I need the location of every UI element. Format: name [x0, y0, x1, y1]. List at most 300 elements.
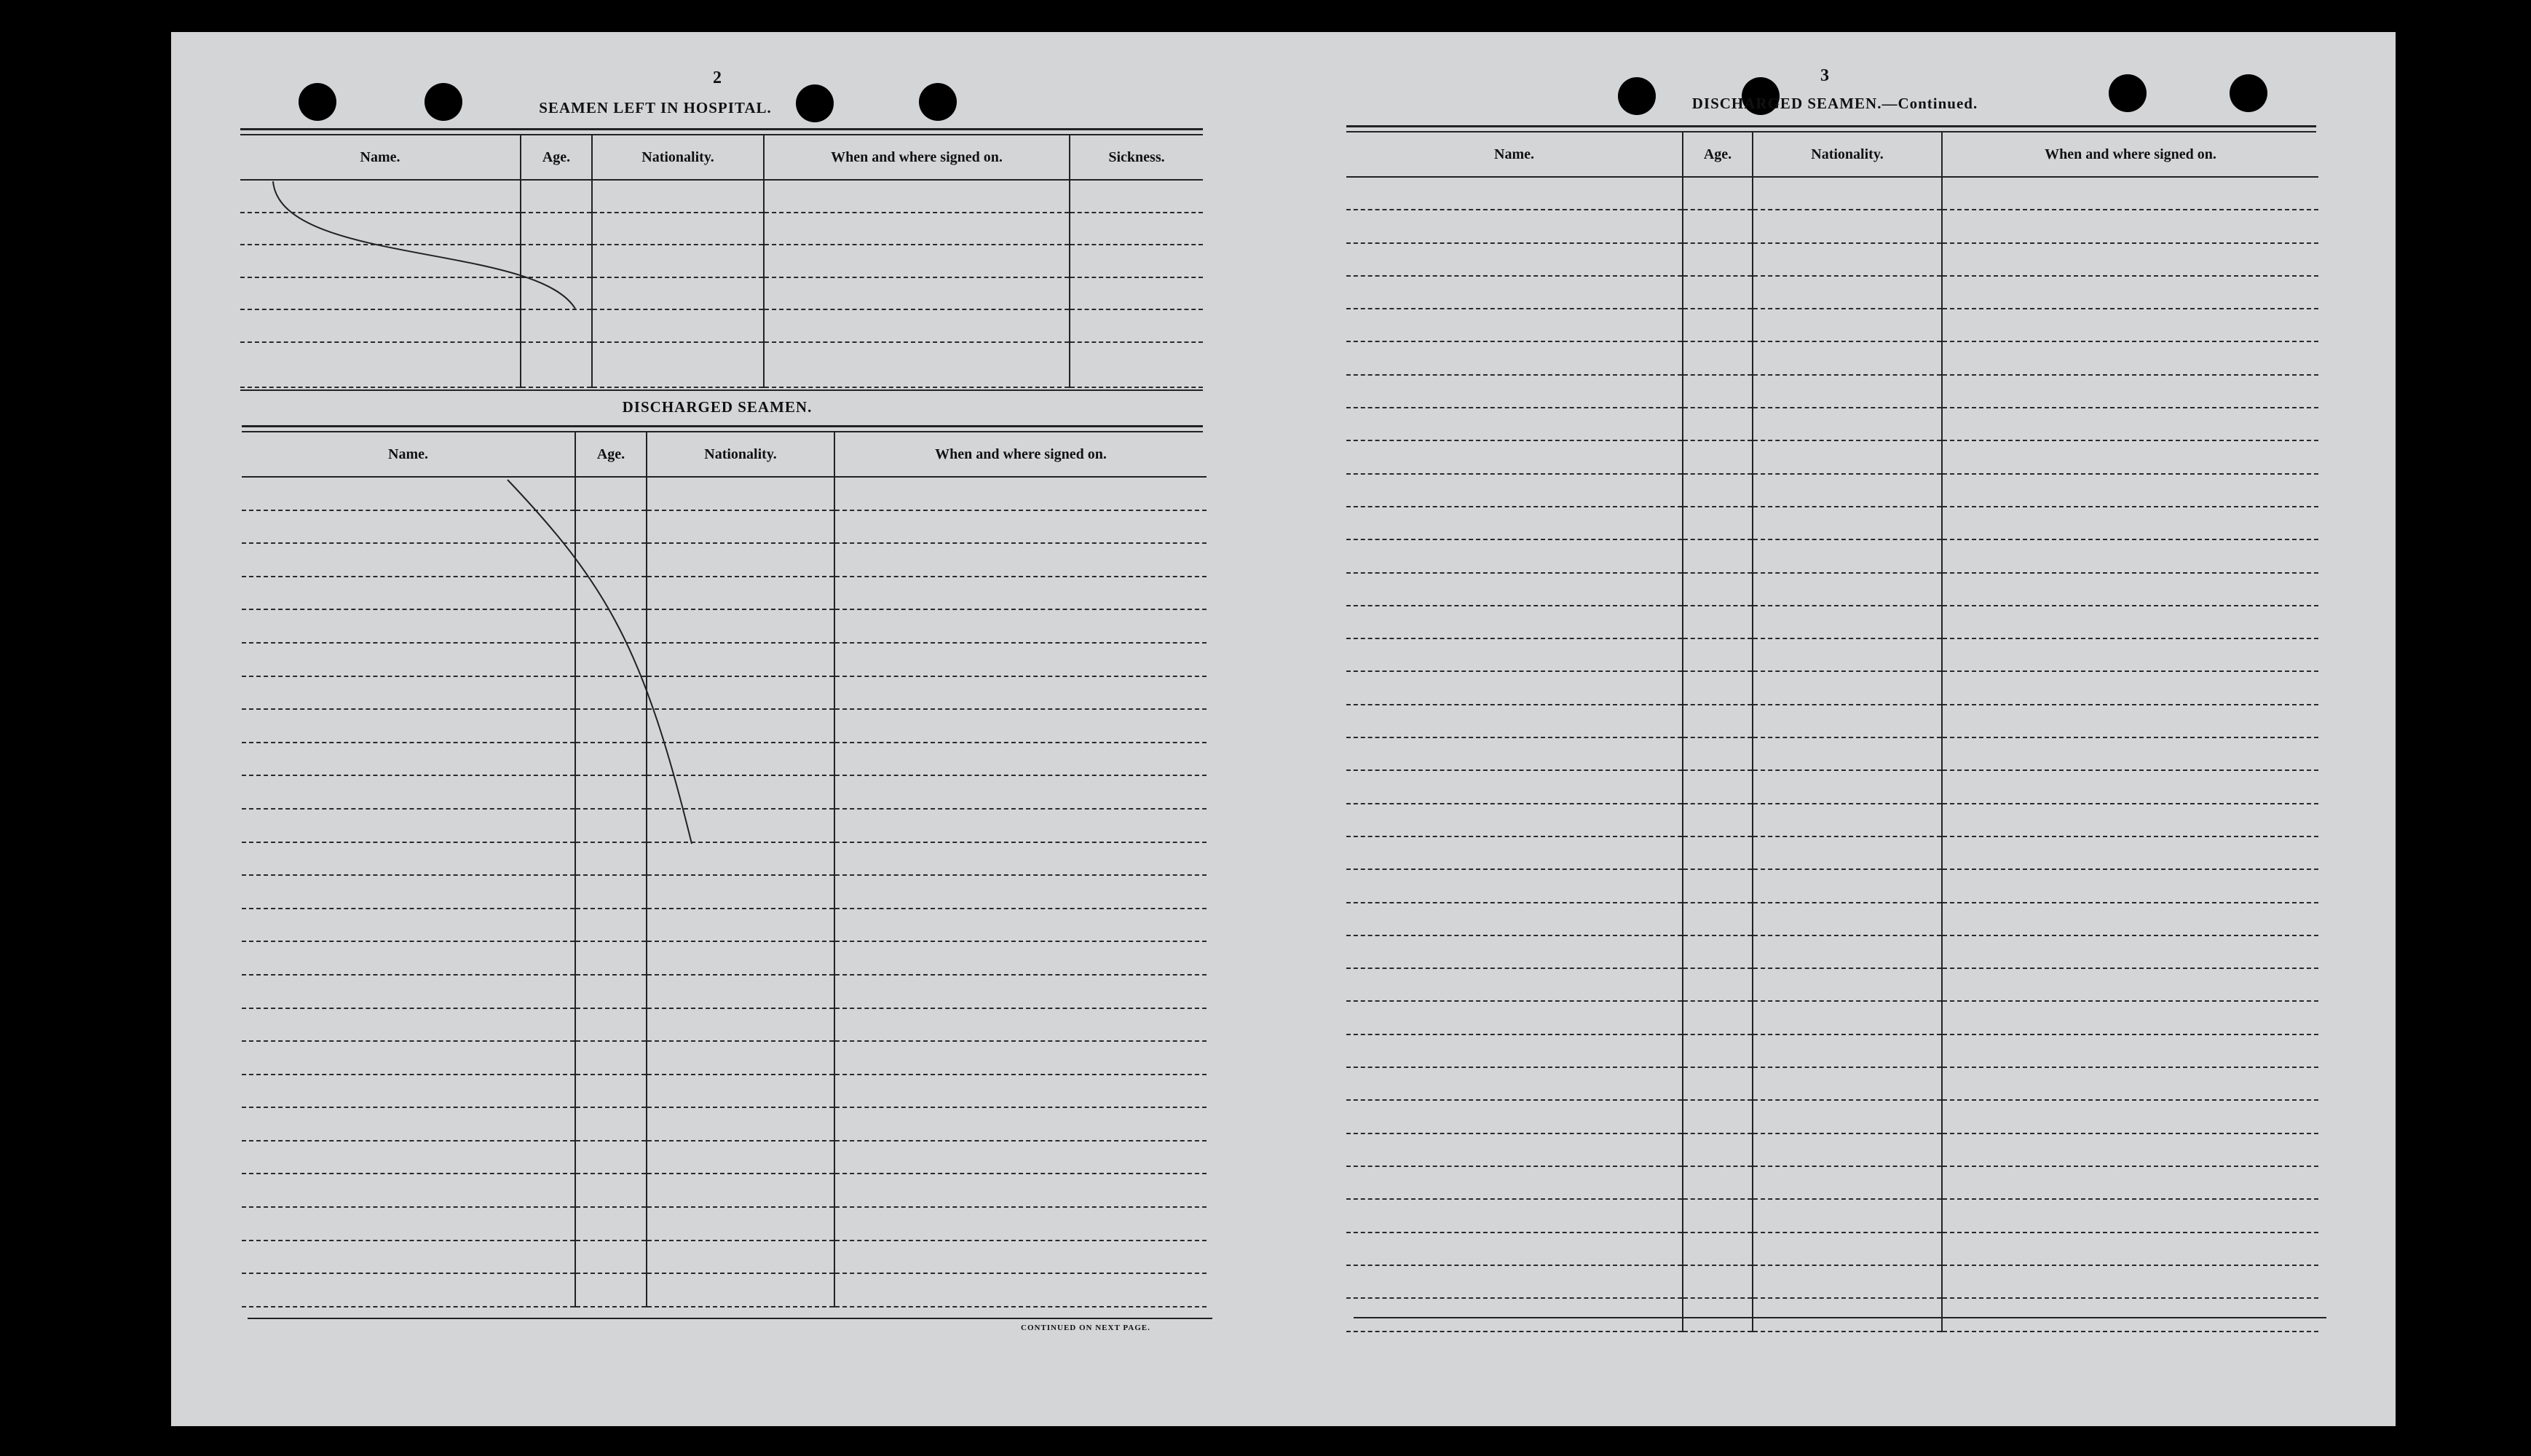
scanned-document: [171, 32, 2396, 1426]
blank-entry-cell: [592, 245, 764, 277]
blank-entry-cell: [1346, 177, 1683, 210]
blank-entry-cell: [1753, 737, 1942, 770]
blank-entry-cell: [1942, 507, 2318, 539]
blank-entry-cell: [575, 609, 647, 643]
blank-entry-cell: [1070, 245, 1203, 277]
blank-entry-cell: [1753, 507, 1942, 539]
column-header: Age.: [521, 135, 592, 180]
blank-entry-cell: [1683, 638, 1753, 671]
blank-entry-cell: [1942, 935, 2318, 968]
table-row: [1346, 671, 2318, 704]
blank-entry-cell: [647, 1008, 834, 1042]
blank-entry-cell: [1753, 638, 1942, 671]
blank-entry-cell: [1683, 243, 1753, 276]
blank-entry-cell: [647, 609, 834, 643]
blank-entry-cell: [1942, 276, 2318, 309]
blank-entry-cell: [1753, 276, 1942, 309]
blank-entry-cell: [1346, 210, 1683, 242]
blank-entry-cell: [834, 1174, 1207, 1207]
blank-entry-cell: [1070, 342, 1203, 387]
blank-entry-cell: [1753, 935, 1942, 968]
blank-entry-cell: [575, 875, 647, 909]
blank-entry-cell: [1070, 309, 1203, 342]
blank-entry-cell: [1942, 705, 2318, 737]
blank-entry-cell: [575, 1174, 647, 1207]
blank-entry-cell: [242, 543, 575, 577]
blank-entry-cell: [764, 245, 1070, 277]
blank-entry-cell: [834, 909, 1207, 942]
blank-entry-cell: [1753, 968, 1942, 1001]
blank-entry-cell: [575, 643, 647, 676]
blank-entry-cell: [1683, 737, 1753, 770]
blank-entry-cell: [1753, 309, 1942, 341]
blank-entry-cell: [1753, 1001, 1942, 1034]
table-row: [242, 1174, 1207, 1207]
blank-entry-cell: [575, 1241, 647, 1274]
blank-entry-cell: [1346, 1001, 1683, 1034]
blank-entry-cell: [1683, 375, 1753, 408]
blank-entry-cell: [1683, 869, 1753, 902]
blank-entry-cell: [575, 1207, 647, 1241]
blank-entry-cell: [1683, 1265, 1753, 1298]
blank-entry-cell: [575, 577, 647, 610]
blank-entry-cell: [647, 743, 834, 776]
blank-entry-cell: [647, 643, 834, 676]
table-row: [1346, 243, 2318, 276]
blank-entry-cell: [647, 1174, 834, 1207]
blank-entry-cell: [1753, 836, 1942, 869]
blank-entry-cell: [1346, 638, 1683, 671]
blank-entry-cell: [834, 543, 1207, 577]
table-row: [240, 180, 1203, 213]
blank-entry-cell: [1942, 903, 2318, 935]
blank-entry-cell: [1683, 1199, 1753, 1232]
blank-entry-cell: [1070, 213, 1203, 245]
table-row: [1346, 1265, 2318, 1298]
blank-entry-cell: [1753, 1199, 1942, 1232]
table-row: [1346, 539, 2318, 572]
blank-entry-cell: [1753, 341, 1942, 374]
blank-entry-cell: [1346, 573, 1683, 606]
blank-entry-cell: [1942, 177, 2318, 210]
column-header: Age.: [575, 432, 647, 477]
blank-entry-cell: [1683, 507, 1753, 539]
table-row: [1346, 1166, 2318, 1199]
blank-entry-cell: [647, 775, 834, 809]
blank-entry-cell: [647, 1041, 834, 1075]
blank-entry-cell: [834, 643, 1207, 676]
blank-entry-cell: [764, 277, 1070, 310]
blank-entry-cell: [242, 477, 575, 510]
blank-entry-cell: [834, 1041, 1207, 1075]
table-row: [1346, 341, 2318, 374]
blank-entry-cell: [1346, 539, 1683, 572]
table-row: [1346, 309, 2318, 341]
table-row: [242, 709, 1207, 743]
blank-entry-cell: [1942, 474, 2318, 507]
blank-entry-cell: [1683, 474, 1753, 507]
table-row: [1346, 1298, 2318, 1332]
blank-entry-cell: [1942, 440, 2318, 473]
blank-entry-cell: [521, 245, 592, 277]
blank-entry-cell: [592, 309, 764, 342]
table-row: [1346, 1001, 2318, 1034]
bottom-rule: [1354, 1317, 2326, 1318]
blank-entry-cell: [1070, 180, 1203, 213]
blank-entry-cell: [1753, 869, 1942, 902]
blank-entry-cell: [1683, 903, 1753, 935]
blank-entry-cell: [1346, 804, 1683, 836]
blank-entry-cell: [1346, 705, 1683, 737]
blank-entry-cell: [1753, 705, 1942, 737]
blank-entry-cell: [1346, 276, 1683, 309]
table-row: [242, 775, 1207, 809]
blank-entry-cell: [521, 213, 592, 245]
table-row: [242, 743, 1207, 776]
blank-entry-cell: [1753, 1166, 1942, 1199]
blank-entry-cell: [240, 342, 521, 387]
section-title-discharged: DISCHARGED SEAMEN.: [622, 398, 813, 416]
blank-entry-cell: [1683, 804, 1753, 836]
blank-entry-cell: [1942, 1067, 2318, 1100]
table-row: [240, 213, 1203, 245]
column-header: When and where signed on.: [764, 135, 1070, 180]
blank-entry-cell: [1942, 770, 2318, 803]
blank-entry-cell: [647, 1075, 834, 1108]
table-row: [240, 342, 1203, 387]
blank-entry-cell: [1683, 705, 1753, 737]
blank-entry-cell: [647, 842, 834, 876]
blank-entry-cell: [834, 709, 1207, 743]
blank-entry-cell: [1753, 1067, 1942, 1100]
blank-entry-cell: [1683, 1067, 1753, 1100]
page-number: 3: [1820, 66, 1829, 85]
blank-entry-cell: [834, 1008, 1207, 1042]
blank-entry-cell: [1942, 671, 2318, 704]
table-row: [242, 909, 1207, 942]
table-row: [1346, 903, 2318, 935]
blank-entry-cell: [1942, 836, 2318, 869]
blank-entry-cell: [834, 775, 1207, 809]
header-rule: [240, 128, 1203, 130]
table-row: [240, 309, 1203, 342]
table-row: [242, 1041, 1207, 1075]
blank-entry-cell: [1683, 671, 1753, 704]
table-row: [1346, 804, 2318, 836]
table-row: [242, 676, 1207, 710]
blank-entry-cell: [647, 709, 834, 743]
blank-entry-cell: [240, 180, 521, 213]
blank-entry-cell: [1346, 903, 1683, 935]
blank-entry-cell: [647, 941, 834, 975]
blank-entry-cell: [575, 941, 647, 975]
blank-entry-cell: [242, 975, 575, 1008]
column-header: Name.: [1346, 132, 1683, 177]
table-row: [1346, 1233, 2318, 1265]
blank-entry-cell: [1346, 440, 1683, 473]
blank-entry-cell: [1942, 737, 2318, 770]
section-title-discharged-continued: DISCHARGED SEAMEN.—Continued.: [1691, 95, 1978, 112]
table-row: [240, 245, 1203, 277]
blank-entry-cell: [647, 1273, 834, 1307]
table-row: [1346, 276, 2318, 309]
blank-entry-cell: [1942, 804, 2318, 836]
blank-entry-cell: [575, 842, 647, 876]
table-row: [242, 1241, 1207, 1274]
blank-entry-cell: [1942, 1100, 2318, 1133]
table-row: [242, 543, 1207, 577]
blank-entry-cell: [1683, 210, 1753, 242]
column-header: When and where signed on.: [1942, 132, 2318, 177]
table-row: [242, 809, 1207, 842]
blank-entry-cell: [1683, 1233, 1753, 1265]
table-row: [242, 1141, 1207, 1174]
header-rule: [1346, 125, 2316, 127]
table-row: [1346, 1034, 2318, 1067]
blank-entry-cell: [521, 309, 592, 342]
blank-entry-cell: [647, 809, 834, 842]
blank-entry-cell: [834, 510, 1207, 544]
blank-entry-cell: [1346, 1100, 1683, 1133]
blank-entry-cell: [240, 277, 521, 310]
blank-entry-cell: [242, 609, 575, 643]
blank-entry-cell: [1753, 1133, 1942, 1166]
blank-entry-cell: [242, 743, 575, 776]
blank-entry-cell: [647, 909, 834, 942]
table-row: [1346, 1199, 2318, 1232]
blank-entry-cell: [764, 309, 1070, 342]
page-number: 2: [713, 68, 722, 87]
column-header: Nationality.: [1753, 132, 1942, 177]
blank-entry-cell: [1753, 440, 1942, 473]
blank-entry-cell: [1753, 903, 1942, 935]
blank-entry-cell: [242, 809, 575, 842]
blank-entry-cell: [1942, 638, 2318, 671]
blank-entry-cell: [834, 1207, 1207, 1241]
blank-entry-cell: [1753, 606, 1942, 638]
blank-entry-cell: [1753, 1233, 1942, 1265]
table-row: [1346, 935, 2318, 968]
blank-entry-cell: [1346, 408, 1683, 440]
blank-entry-cell: [834, 1273, 1207, 1307]
blank-entry-cell: [647, 510, 834, 544]
blank-entry-cell: [834, 1141, 1207, 1174]
blank-entry-cell: [1753, 539, 1942, 572]
blank-entry-cell: [575, 1075, 647, 1108]
blank-entry-cell: [1683, 1166, 1753, 1199]
blank-entry-cell: [1942, 243, 2318, 276]
table-row: [1346, 1100, 2318, 1133]
blank-entry-cell: [521, 180, 592, 213]
blank-entry-cell: [1942, 1199, 2318, 1232]
blank-entry-cell: [1753, 1298, 1942, 1332]
blank-entry-cell: [1942, 1298, 2318, 1332]
blank-entry-cell: [1683, 1298, 1753, 1332]
blank-entry-cell: [592, 277, 764, 310]
blank-entry-cell: [575, 1141, 647, 1174]
blank-entry-cell: [647, 577, 834, 610]
table-row: [1346, 210, 2318, 242]
table-row: [1346, 573, 2318, 606]
blank-entry-cell: [834, 1075, 1207, 1108]
blank-entry-cell: [1346, 341, 1683, 374]
blank-entry-cell: [242, 1174, 575, 1207]
table-row: [242, 1075, 1207, 1108]
blank-entry-cell: [1942, 341, 2318, 374]
blank-entry-cell: [242, 1273, 575, 1307]
blank-entry-cell: [592, 213, 764, 245]
blank-entry-cell: [1753, 1265, 1942, 1298]
table-row: [242, 975, 1207, 1008]
table-row: [1346, 507, 2318, 539]
table-row: [242, 1107, 1207, 1141]
blank-entry-cell: [1346, 243, 1683, 276]
blank-entry-cell: [1346, 1133, 1683, 1166]
blank-entry-cell: [242, 1141, 575, 1174]
blank-entry-cell: [834, 676, 1207, 710]
blank-entry-cell: [1942, 408, 2318, 440]
blank-entry-cell: [1753, 474, 1942, 507]
table-row: [242, 842, 1207, 876]
blank-entry-cell: [1683, 177, 1753, 210]
blank-entry-cell: [242, 1207, 575, 1241]
blank-entry-cell: [1942, 968, 2318, 1001]
blank-entry-cell: [575, 809, 647, 842]
table-row: [1346, 408, 2318, 440]
blank-entry-cell: [834, 1241, 1207, 1274]
blank-entry-cell: [240, 213, 521, 245]
blank-entry-cell: [647, 875, 834, 909]
blank-entry-cell: [575, 1041, 647, 1075]
blank-entry-cell: [1753, 210, 1942, 242]
blank-entry-cell: [1753, 408, 1942, 440]
blank-entry-cell: [1683, 836, 1753, 869]
blank-entry-cell: [1753, 243, 1942, 276]
table-row: [242, 875, 1207, 909]
table-row: [240, 277, 1203, 310]
table-row: [1346, 737, 2318, 770]
blank-entry-cell: [647, 477, 834, 510]
table-row: [1346, 1067, 2318, 1100]
table-row: [1346, 1133, 2318, 1166]
blank-entry-cell: [242, 643, 575, 676]
blank-entry-cell: [834, 975, 1207, 1008]
table-row: [1346, 638, 2318, 671]
blank-entry-cell: [1683, 276, 1753, 309]
blank-entry-cell: [575, 510, 647, 544]
table-row: [1346, 440, 2318, 473]
table-row: [242, 477, 1207, 510]
table-row: [1346, 474, 2318, 507]
blank-entry-cell: [1346, 869, 1683, 902]
blank-entry-cell: [834, 809, 1207, 842]
blank-entry-cell: [1942, 375, 2318, 408]
section-title-hospital: SEAMEN LEFT IN HOSPITAL.: [539, 99, 772, 116]
blank-entry-cell: [1346, 935, 1683, 968]
blank-entry-cell: [1346, 836, 1683, 869]
blank-entry-cell: [1753, 177, 1942, 210]
blank-entry-cell: [834, 842, 1207, 876]
blank-entry-cell: [1683, 1001, 1753, 1034]
table-row: [1346, 869, 2318, 902]
blank-entry-cell: [834, 1107, 1207, 1141]
blank-entry-cell: [1753, 770, 1942, 803]
blank-entry-cell: [240, 309, 521, 342]
blank-entry-cell: [834, 477, 1207, 510]
blank-entry-cell: [1942, 1001, 2318, 1034]
blank-entry-cell: [1753, 1100, 1942, 1133]
blank-entry-cell: [647, 1241, 834, 1274]
column-header: Sickness.: [1070, 135, 1203, 180]
blank-entry-cell: [834, 743, 1207, 776]
continued-note: CONTINUED ON NEXT PAGE.: [1021, 1324, 1150, 1332]
blank-entry-cell: [1942, 1265, 2318, 1298]
table-row: [1346, 705, 2318, 737]
blank-entry-cell: [647, 543, 834, 577]
blank-entry-cell: [1683, 1100, 1753, 1133]
blank-entry-cell: [764, 342, 1070, 387]
blank-entry-cell: [1942, 1133, 2318, 1166]
blank-entry-cell: [575, 743, 647, 776]
table-row: [242, 609, 1207, 643]
blank-entry-cell: [575, 477, 647, 510]
blank-entry-cell: [1683, 1034, 1753, 1067]
table-row: [1346, 177, 2318, 210]
table-row: [1346, 770, 2318, 803]
blank-entry-cell: [1683, 770, 1753, 803]
blank-entry-cell: [647, 1207, 834, 1241]
blank-entry-cell: [242, 577, 575, 610]
blank-entry-cell: [242, 510, 575, 544]
blank-entry-cell: [242, 1107, 575, 1141]
blank-entry-cell: [834, 875, 1207, 909]
blank-entry-cell: [242, 875, 575, 909]
blank-entry-cell: [834, 941, 1207, 975]
blank-entry-cell: [1683, 341, 1753, 374]
blank-entry-cell: [647, 676, 834, 710]
blank-entry-cell: [1346, 507, 1683, 539]
blank-entry-cell: [1346, 1067, 1683, 1100]
blank-entry-cell: [242, 941, 575, 975]
blank-entry-cell: [647, 975, 834, 1008]
blank-entry-cell: [1346, 606, 1683, 638]
blank-entry-cell: [1346, 1233, 1683, 1265]
header-rule: [242, 425, 1203, 427]
column-header: Name.: [240, 135, 521, 180]
blank-entry-cell: [1942, 1034, 2318, 1067]
blank-entry-cell: [575, 709, 647, 743]
table-row: [242, 1273, 1207, 1307]
blank-entry-cell: [1942, 539, 2318, 572]
blank-entry-cell: [1683, 309, 1753, 341]
blank-entry-cell: [1346, 737, 1683, 770]
blank-entry-cell: [575, 1273, 647, 1307]
blank-entry-cell: [575, 1008, 647, 1042]
blank-entry-cell: [1683, 968, 1753, 1001]
blank-entry-cell: [242, 709, 575, 743]
blank-entry-cell: [1942, 606, 2318, 638]
blank-entry-cell: [1753, 375, 1942, 408]
blank-entry-cell: [521, 277, 592, 310]
blank-entry-cell: [1683, 539, 1753, 572]
blank-entry-cell: [1753, 804, 1942, 836]
column-header: Nationality.: [592, 135, 764, 180]
blank-entry-cell: [1346, 770, 1683, 803]
blank-entry-cell: [1346, 1166, 1683, 1199]
blank-entry-cell: [1683, 408, 1753, 440]
blank-entry-cell: [1346, 1199, 1683, 1232]
table-row: [1346, 606, 2318, 638]
